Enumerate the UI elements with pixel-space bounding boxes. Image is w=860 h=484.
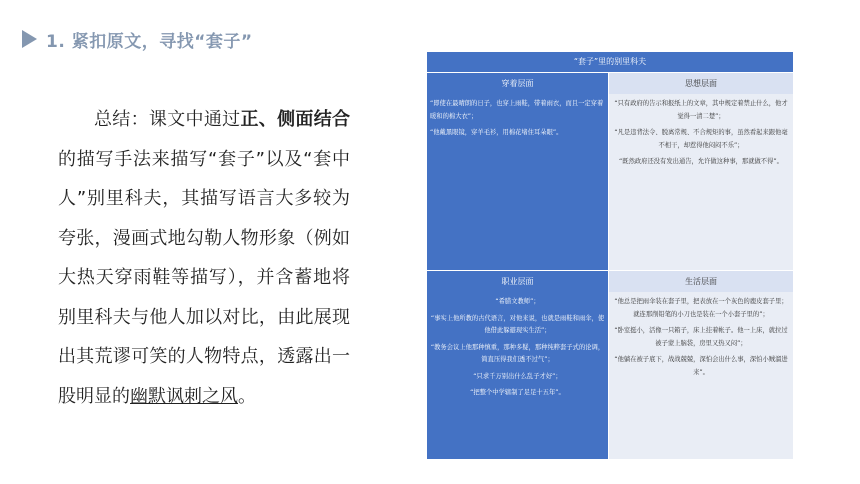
life-quote: “他躺在被子底下，战战兢兢，深怕会出什么事，深怕小贼溜进来”。 xyxy=(614,356,788,376)
header-career: 职业层面 xyxy=(427,271,609,292)
section-heading xyxy=(22,26,253,52)
triangle-bullet-icon xyxy=(22,30,37,48)
header-life: 生活层面 xyxy=(609,271,793,292)
comparison-table xyxy=(427,52,793,459)
thought-quote: “只有政府的告示和报纸上的文章，其中规定着禁止什么，他才觉得一清二楚”； xyxy=(614,100,788,120)
thought-quote: “既然政府还没有发出通告，允许做这种事，那就做不得”。 xyxy=(619,158,783,165)
cell-thought xyxy=(609,94,793,270)
life-quote: “卧室挺小，活像一只箱子，床上挂着帐子。他一上床，就拉过被子蒙上脑袋，房里又热又闷”； xyxy=(614,327,788,347)
career-quote: “只求千万别出什么乱子才好”； xyxy=(473,372,562,380)
table-header-row-bottom xyxy=(427,271,793,292)
clothing-quote: “他戴黑眼镜，穿羊毛衫，用棉花堵住耳朵眼”。 xyxy=(430,129,563,136)
career-quote: “希腊文教师”； xyxy=(495,298,540,305)
summary-underlined-text: 幽默讽刺之风 xyxy=(130,385,238,407)
table-body-row-top xyxy=(427,94,793,270)
summary-text-1: 总结：课文中通过 xyxy=(94,109,241,130)
career-quote: “教务会议上他那种慎重，那种多疑，那种纯粹套子式的论调，简直压得我们透不过气”； xyxy=(430,343,605,363)
header-clothing: 穿着层面 xyxy=(427,73,609,94)
header-thought: 思想层面 xyxy=(609,73,793,94)
cell-career xyxy=(427,292,609,459)
summary-text-2: 的描写手法来描写“套子”以及“套中人”别里科夫，其描写语言大多较为夸张，漫画式地勾勒人物形象（例如大热天穿雨鞋等描写），并含蓄地将别里科夫与他人加以对比，由此展现出其荒谬可笑的人物特点，透露出一股明显的 xyxy=(58,148,350,407)
summary-end: 。 xyxy=(238,385,256,407)
thought-quote: “凡是违背法令、脱离常规、不合规矩的事，虽然看起来跟他毫不相干，却惹得他闷闷不乐”； xyxy=(614,129,788,149)
cell-life xyxy=(609,292,793,459)
section-title: 1. 紧扣原文，寻找“套子” xyxy=(46,31,253,52)
clothing-quote: “即使在最晴朗的日子，也穿上雨鞋，带着雨衣，而且一定穿着暖和的棉大衣”； xyxy=(430,100,604,120)
table-body-row-bottom xyxy=(427,292,793,459)
summary-paragraph xyxy=(58,100,350,416)
life-quote: “他总是把雨伞装在套子里，把表放在一个灰色的鹿皮套子里；就连那削铅笔的小刀也是装在一个小套子里的”； xyxy=(614,298,788,318)
cell-clothing xyxy=(427,94,609,270)
table-header-row-top xyxy=(427,73,793,94)
career-quote: “事实上他所教的古代语言，对他来说，也就是雨鞋和雨伞，使他借此躲避现实生活”； xyxy=(430,314,605,334)
career-quote: “把整个中学辖制了足足十五年”。 xyxy=(470,389,565,396)
table-title: “套子”里的别里科夫 xyxy=(427,52,793,73)
summary-bold-text: 正、侧面结合 xyxy=(240,109,351,130)
